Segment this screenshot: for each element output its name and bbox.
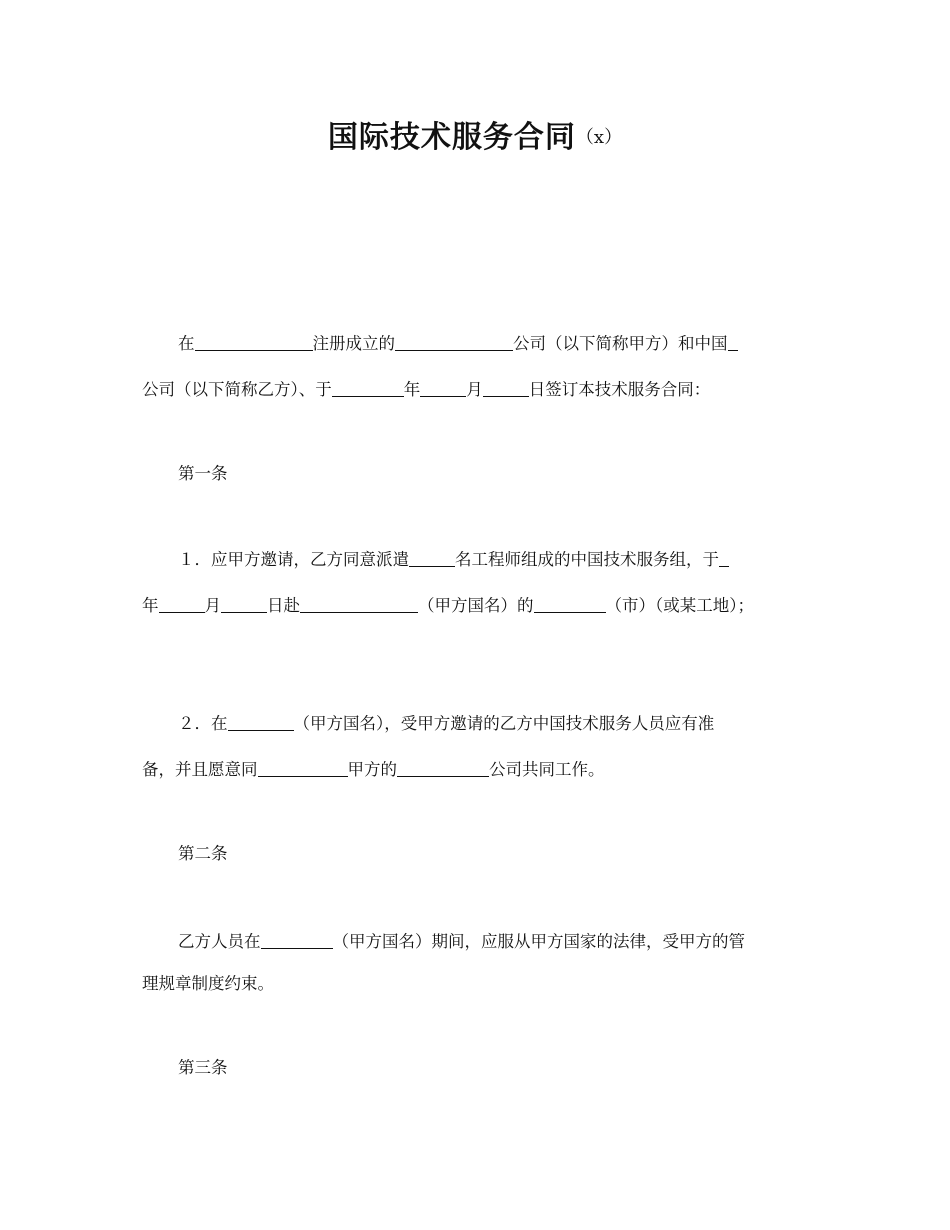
clause-text: １．应甲方邀请，乙方同意派遣 [178, 550, 409, 569]
preamble-text: 日签订本技术服务合同： [528, 380, 711, 399]
title-suffix: （x） [575, 127, 623, 148]
article-1-clause-2-line-2 [142, 758, 605, 782]
clause-text: 备，并且愿意同 [142, 760, 258, 779]
blank-sign-day [483, 380, 529, 397]
article-2-line-2: 理规章制度约束。 [142, 974, 274, 993]
blank-depart-year-start [719, 550, 729, 567]
article-2-heading: 第二条 [178, 844, 228, 863]
clause-text: 年 [142, 596, 159, 615]
preamble-text: 公司（以下简称甲方）和中国 [513, 334, 728, 353]
clause-text: 甲方的 [347, 760, 397, 779]
clause-text: （甲方国名），受甲方邀请的乙方中国技术服务人员应有准 [293, 714, 715, 733]
document-title [0, 112, 950, 156]
preamble-text: 公司（以下简称乙方）、于 [142, 380, 332, 399]
clause-text: ２．在 [178, 714, 228, 733]
clause-text: （市）（或某工地）； [605, 596, 754, 615]
article-1-clause-1-line-1 [178, 548, 729, 572]
blank-depart-month [159, 596, 205, 613]
article-2-line-1 [178, 930, 745, 954]
blank-destination-country [300, 596, 418, 613]
preamble-text: 在 [178, 334, 195, 353]
preamble-line-1 [178, 332, 738, 356]
article-3-heading: 第三条 [178, 1058, 228, 1077]
preamble-text: 月 [466, 380, 483, 399]
article-1-clause-1-line-2 [142, 594, 754, 618]
blank-sign-year [332, 380, 404, 397]
preamble-text: 年 [403, 380, 421, 399]
blank-partner-company [397, 760, 489, 777]
article-1-clause-2-line-1 [178, 712, 714, 736]
blank-sign-month [420, 380, 466, 397]
article-1-heading: 第一条 [178, 464, 228, 483]
clause-text: （甲方国名）的 [418, 596, 534, 615]
blank-registration-place [195, 334, 313, 351]
clause-text: 日赴 [267, 596, 300, 615]
preamble-text: 注册成立的 [312, 334, 395, 353]
title-main: 国际技术服务合同 [327, 120, 576, 155]
blank-partner-country [258, 760, 348, 777]
blank-party-b-company [728, 334, 738, 351]
blank-depart-day [221, 596, 267, 613]
clause-text: （甲方国名）期间，应服从甲方国家的法律，受甲方的管 [332, 932, 745, 951]
blank-stay-country [261, 932, 333, 949]
blank-party-a-company [395, 334, 513, 351]
clause-text: 公司共同工作。 [489, 760, 605, 779]
blank-engineer-count [409, 550, 455, 567]
preamble-line-2 [142, 378, 710, 402]
clause-text: 乙方人员在 [178, 932, 261, 951]
blank-country-name [228, 714, 294, 731]
clause-text: 名工程师组成的中国技术服务组，于 [455, 550, 719, 569]
blank-destination-city [534, 596, 606, 613]
clause-text: 月 [204, 596, 221, 615]
